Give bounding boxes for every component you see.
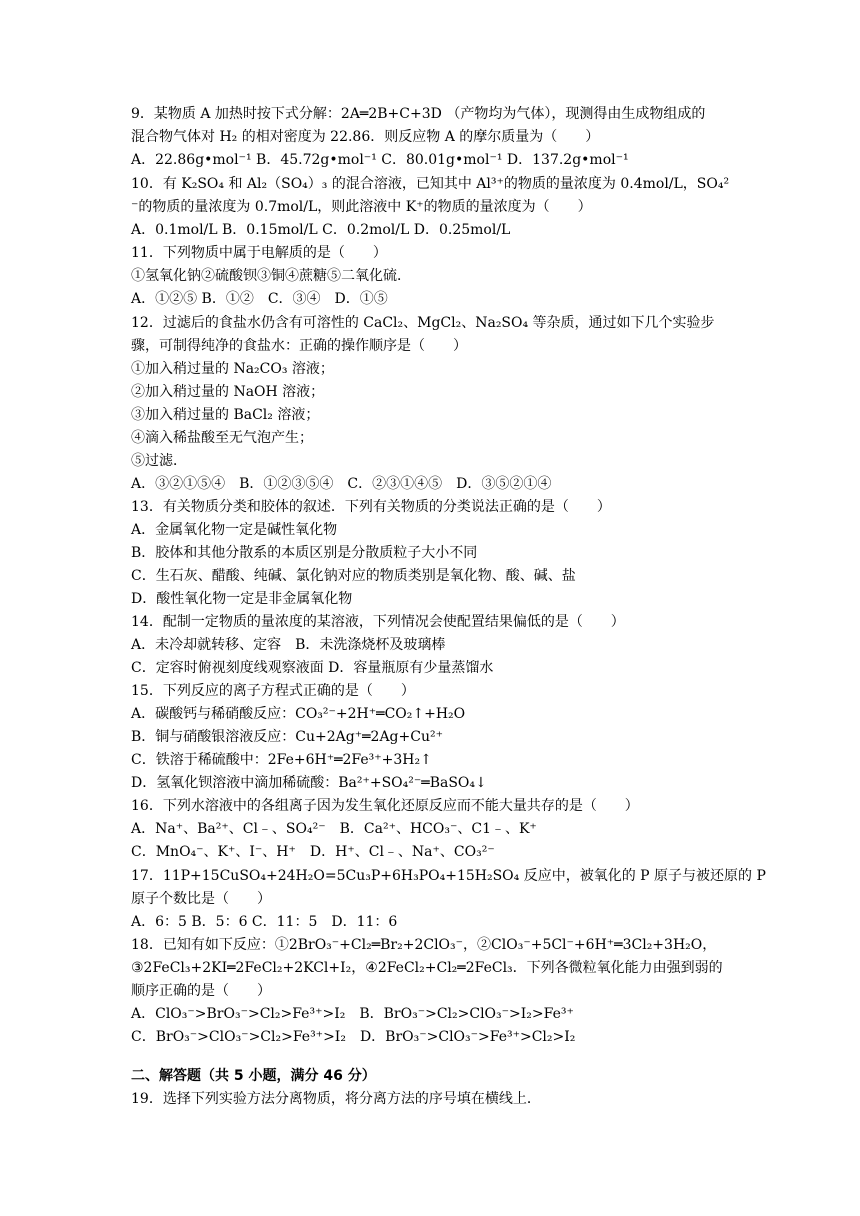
q11-stem: 11．下列物质中属于电解质的是（ ） [131,245,387,261]
q10-stem-line2: ⁻的物质的量浓度为 0.7mol/L，则此溶液中 K⁺的物质的量浓度为（ ） [131,199,592,215]
q10-options: A．0.1mol/L B．0.15mol/L C．0.2mol/L D．0.25mol/L [131,222,511,238]
q17-options: A．6：5 B．5：6 C．11：5 D．11：6 [131,914,398,930]
q12-step-3: ③加入稍过量的 BaCl₂ 溶液； [131,407,320,423]
q15-option-b: B．铜与硝酸银溶液反应：Cu+2Ag⁺═2Ag+Cu²⁺ [131,729,443,745]
q9-stem-line1: 9．某物质 A 加热时按下式分解：2A═2B+C+3D （产物均为气体），现测得由生成物组成的 [131,106,706,122]
q15-option-d: D．氢氧化钡溶液中滴加稀硫酸：Ba²⁺+SO₄²⁻═BaSO₄↓ [131,775,487,791]
q11-items: ①氢氧化钠②硫酸钡③铜④蔗糖⑤二氧化硫． [131,268,411,284]
q16-options-ab: A．Na⁺、Ba²⁺、Cl﹣、SO₄²⁻ B．Ca²⁺、HCO₃⁻、C1﹣、K⁺ [131,821,537,837]
q13-option-d: D．酸性氧化物一定是非金属氧化物 [131,591,353,607]
section-title: 二、解答题（共 5 小题，满分 46 分） [131,1068,376,1084]
q13-stem: 13．有关物质分类和胶体的叙述．下列有关物质的分类说法正确的是（ ） [131,499,611,515]
q14-options-ab: A．未冷却就转移、定容 B．未洗涤烧杯及玻璃棒 [131,637,446,653]
q9-stem-line2: 混合物气体对 H₂ 的相对密度为 22.86．则反应物 A 的摩尔质量为（ ） [131,129,600,145]
q10-stem-line1: 10．有 K₂SO₄ 和 Al₂（SO₄）₃ 的混合溶液，已知其中 Al³⁺的物质的量浓度为 0.4mol/L，SO₄² [131,176,730,192]
q12-stem-line2: 骤，可制得纯净的食盐水：正确的操作顺序是（ ） [131,338,467,354]
q18-options-ab: A．ClO₃⁻>BrO₃⁻>Cl₂>Fe³⁺>I₂ B．BrO₃⁻>Cl₂>ClO₃⁻>I₂>Fe³⁺ [131,1006,574,1022]
q12-step-4: ④滴入稀盐酸至无气泡产生； [131,430,313,446]
q14-options-cd: C．定容时俯视刻度线观察液面 D．容量瓶原有少量蒸馏水 [131,660,494,676]
q12-options: A．③②①⑤④ B．①②③⑤④ C．②③①④⑤ D．③⑤②①④ [131,476,552,492]
q13-option-b: B．胶体和其他分散系的本质区别是分散质粒子大小不同 [131,545,478,561]
q13-option-c: C．生石灰、醋酸、纯碱、氯化钠对应的物质类别是氧化物、酸、碱、盐 [131,568,576,584]
q16-stem: 16．下列水溶液中的各组离子因为发生氧化还原反应而不能大量共存的是（ ） [131,798,639,814]
q12-step-2: ②加入稍过量的 NaOH 溶液； [131,384,325,400]
q16-options-cd: C．MnO₄⁻、K⁺、I⁻、H⁺ D．H⁺、Cl﹣、Na⁺、CO₃²⁻ [131,844,495,860]
q12-step-5: ⑤过滤． [131,453,187,469]
q13-option-a: A．金属氧化物一定是碱性氧化物 [131,522,338,538]
q12-step-1: ①加入稍过量的 Na₂CO₃ 溶液； [131,361,334,377]
q14-stem: 14．配制一定物质的量浓度的某溶液，下列情况会使配置结果偏低的是（ ） [131,614,625,630]
q17-stem-line2: 原子个数比是（ ） [131,891,271,907]
q18-stem-line1: 18．已知有如下反应：①2BrO₃⁻+Cl₂═Br₂+2ClO₃⁻，②ClO₃⁻+5Cl⁻+6H⁺═3Cl₂+3H₂O， [131,937,717,953]
q19-stem: 19．选择下列实验方法分离物质，将分离方法的序号填在横线上． [131,1091,541,1107]
q9-options: A．22.86g•mol⁻¹ B．45.72g•mol⁻¹ C．80.01g•mol⁻¹ D．137.2g•mol⁻¹ [131,152,629,168]
q15-option-a: A．碳酸钙与稀硝酸反应：CO₃²⁻+2H⁺═CO₂↑+H₂O [131,706,466,722]
q15-option-c: C．铁溶于稀硫酸中：2Fe+6H⁺═2Fe³⁺+3H₂↑ [131,752,432,768]
q12-stem-line1: 12．过滤后的食盐水仍含有可溶性的 CaCl₂、MgCl₂、Na₂SO₄ 等杂质，通过如下几个实验步 [131,315,715,331]
q15-stem: 15．下列反应的离子方程式正确的是（ ） [131,683,415,699]
q11-options: A．①②⑤ B．①② C．③④ D．①⑤ [131,291,388,307]
q18-stem-line2: ③2FeCl₃+2KI═2FeCl₂+2KCl+I₂，④2FeCl₂+Cl₂═2FeCl₃．下列各微粒氧化能力由强到弱的 [131,960,723,976]
q18-options-cd: C．BrO₃⁻>ClO₃⁻>Cl₂>Fe³⁺>I₂ D．BrO₃⁻>ClO₃⁻>Fe³⁺>Cl₂>I₂ [131,1029,576,1045]
q17-stem-line1: 17．11P+15CuSO₄+24H₂O=5Cu₃P+6H₃PO₄+15H₂SO₄ 反应中，被氧化的 P 原子与被还原的 P [131,868,766,884]
q18-stem-line3: 顺序正确的是（ ） [131,983,271,999]
